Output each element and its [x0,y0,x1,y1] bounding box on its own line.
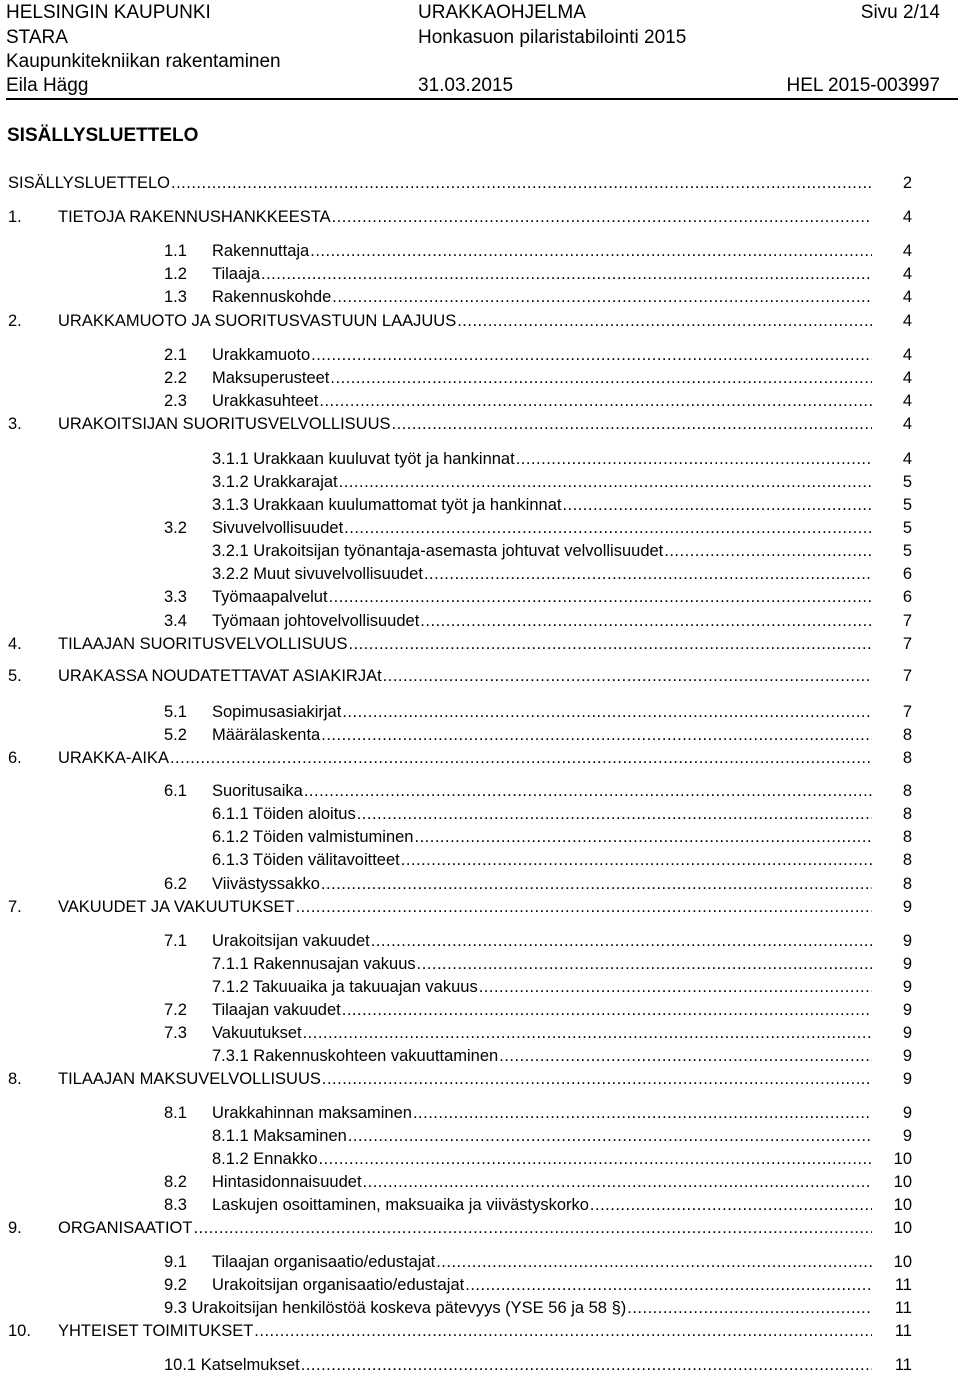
toc-entry-label: URAKOITSIJAN SUORITUSVELVOLLISUUS [58,415,391,433]
toc-entry-number: 9. [8,1219,22,1237]
toc-entry-page: 10 [893,1219,912,1237]
toc-dot-leader [342,999,872,1021]
toc-entry[interactable] [0,1022,912,1044]
toc-entry[interactable] [0,263,912,285]
toc-entry[interactable] [0,1297,912,1319]
toc-entry[interactable] [0,1171,912,1193]
toc-dot-leader [664,540,872,562]
toc-entry-label: 3.2.2 Muut sivuvelvollisuudet [212,565,423,583]
toc-entry-page: 9 [902,1070,912,1088]
toc-dot-leader [465,1274,872,1296]
toc-entry-page: 8 [902,749,912,767]
toc-entry[interactable] [0,1320,912,1342]
toc-entry-number: 6. [8,749,22,767]
toc-dot-leader [329,586,872,608]
toc-entry-number: 8. [8,1070,22,1088]
toc-entry-page: 4 [902,450,912,468]
header-doc-type: URAKKAOHJELMA [418,2,586,23]
toc-dot-leader [339,471,872,493]
toc-dot-leader [296,896,872,918]
toc-entry-page: 5 [902,473,912,491]
toc-entry-page: 6 [902,565,912,583]
toc-entry-title [212,367,872,389]
toc-entry-label: 3.1.2 Urakkarajat [212,473,338,491]
toc-entry-label: Työmaapalvelut [212,588,328,606]
toc-title: SISÄLLYSLUETTELO [7,125,199,146]
toc-entry-page: 7 [902,612,912,630]
toc-entry[interactable] [0,930,912,952]
toc-entry-label: 7.1.1 Rakennusajan vakuus [212,955,416,973]
toc-entry-page: 4 [902,312,912,330]
toc-entry[interactable] [0,310,912,332]
toc-dot-leader [332,206,872,228]
toc-entry[interactable] [0,849,912,871]
toc-dot-leader [319,390,872,412]
toc-entry-label: 6.1.3 Töiden välitavoitteet [212,851,400,869]
toc-entry-title [212,1274,872,1296]
toc-dot-leader [261,263,872,285]
toc-entry-title [212,344,872,366]
header-department: Kaupunkitekniikan rakentaminen [6,51,281,72]
toc-entry-title [212,240,872,262]
toc-entry-title [164,1354,872,1376]
toc-entry[interactable] [0,701,912,723]
toc-entry[interactable] [0,563,912,585]
toc-entry-label: YHTEISET TOIMITUKSET [58,1322,254,1340]
toc-entry-page: 11 [894,1276,912,1294]
toc-entry-page: 9 [902,1047,912,1065]
toc-entry[interactable] [0,540,912,562]
toc-entry-title [58,633,872,655]
toc-entry-title [58,896,872,918]
toc-entry-label: Laskujen osoittaminen, maksuaika ja viivästyskorko [212,1196,589,1214]
toc-entry[interactable] [0,780,912,802]
toc-entry[interactable] [0,240,912,262]
header-unit: STARA [6,27,68,48]
toc-entry-page: 11 [894,1322,912,1340]
toc-dot-leader [342,701,872,723]
toc-entry-label: TILAAJAN SUORITUSVELVOLLISUUS [58,635,348,653]
toc-entry-page: 4 [902,415,912,433]
toc-dot-leader [311,344,872,366]
toc-entry[interactable] [0,1251,912,1273]
toc-entry[interactable] [0,517,912,539]
toc-dot-leader [193,1217,872,1239]
toc-entry-label: 7.3.1 Rakennuskohteen vakuuttaminen [212,1047,499,1065]
toc-entry-title [212,263,872,285]
toc-entry-title [212,873,872,895]
toc-entry[interactable] [0,896,912,918]
toc-entry-page: 9 [902,1104,912,1122]
toc-entry[interactable] [0,610,912,632]
toc-entry-page: 5 [902,496,912,514]
toc-entry-label: Tilaajan vakuudet [212,1001,341,1019]
toc-entry-page: 4 [902,369,912,387]
toc-entry-number: 4. [8,635,22,653]
toc-entry-page: 9 [902,955,912,973]
toc-entry[interactable] [0,999,912,1021]
toc-entry[interactable] [0,803,912,825]
toc-entry-page: 4 [902,208,912,226]
toc-entry-title [212,953,872,975]
toc-dot-leader [499,1045,872,1067]
toc-entry-page: 9 [902,932,912,950]
toc-entry-page: 5 [902,519,912,537]
toc-entry-number: 9.1 [164,1253,187,1271]
toc-entry-label: 8.1.2 Ennakko [212,1150,318,1168]
toc-entry-label: VAKUUDET JA VAKUUTUKSET [58,898,295,916]
toc-dot-leader [516,448,872,470]
toc-entry-title [212,586,872,608]
toc-entry-label: Rakennuttaja [212,242,310,260]
toc-entry-label: TIETOJA RAKENNUSHANKKEESTA [58,208,331,226]
toc-entry-page: 7 [902,635,912,653]
toc-dot-leader [321,873,872,895]
toc-entry-title [212,803,872,825]
toc-entry-page: 10 [893,1150,912,1168]
toc-entry[interactable] [0,1045,912,1067]
toc-entry-label: TILAAJAN MAKSUVELVOLLISUUS [58,1070,321,1088]
toc-dot-leader [357,803,872,825]
toc-entry-label: 3.2.1 Urakoitsijan työnantaja-asemasta johtuvat velvollisuudet [212,542,664,560]
toc-entry-label: Hintasidonnaisuudet [212,1173,362,1191]
toc-dot-leader [171,172,872,194]
toc-entry[interactable] [0,1194,912,1216]
toc-entry-title [212,826,872,848]
header-org: HELSINGIN KAUPUNKI [6,2,211,23]
toc-dot-leader [392,413,872,435]
toc-entry-number: 10. [8,1322,31,1340]
toc-entry-title [58,1068,872,1090]
toc-dot-leader [330,367,872,389]
toc-entry-number: 5. [8,667,22,685]
toc-entry-label: 9.3 Urakoitsijan henkilöstöä koskeva pätevyys (YSE 56 ja 58 §) [164,1299,627,1317]
toc-entry-page: 8 [902,805,912,823]
toc-dot-leader [562,494,872,516]
toc-entry[interactable] [0,976,912,998]
toc-entry[interactable] [0,172,912,194]
toc-entry-label: SISÄLLYSLUETTELO [8,174,171,192]
toc-entry-number: 9.2 [164,1276,187,1294]
toc-entry-number: 1.1 [164,242,187,260]
toc-entry[interactable] [0,344,912,366]
toc-dot-leader [414,826,872,848]
toc-entry-label: Urakkasuhteet [212,392,319,410]
toc-entry-page: 7 [902,667,912,685]
toc-entry-title [212,540,872,562]
toc-entry-title [212,1148,872,1170]
toc-dot-leader [590,1194,872,1216]
toc-dot-leader [321,724,872,746]
toc-entry-label: Määrälaskenta [212,726,321,744]
toc-entry-label: Maksuperusteet [212,369,330,387]
toc-dot-leader [363,1171,872,1193]
toc-entry-title [212,999,872,1021]
toc-entry-number: 2. [8,312,22,330]
toc-entry-label: 10.1 Katselmukset [164,1356,300,1374]
toc-entry-label: 6.1.1 Töiden aloitus [212,805,356,823]
toc-entry[interactable] [0,747,912,769]
toc-entry-title [212,286,872,308]
toc-entry-number: 6.1 [164,782,187,800]
toc-entry-page: 9 [902,1001,912,1019]
toc-entry-page: 10 [893,1173,912,1191]
toc-entry-title [212,701,872,723]
header-date: 31.03.2015 [418,75,514,96]
toc-entry[interactable] [0,471,912,493]
toc-entry-title [212,724,872,746]
toc-entry-number: 5.2 [164,726,187,744]
toc-entry-number: 6.2 [164,875,187,893]
toc-entry-page: 9 [902,978,912,996]
toc-entry[interactable] [0,1354,912,1376]
toc-entry-label: ORGANISAATIOT [58,1219,193,1237]
toc-entry-label: 3.1.3 Urakkaan kuulumattomat työt ja hankinnat [212,496,562,514]
toc-entry-title [212,849,872,871]
toc-entry-page: 9 [902,1127,912,1145]
toc-entry-title [212,1251,872,1273]
toc-dot-leader [401,849,872,871]
toc-dot-leader [310,240,872,262]
toc-dot-leader [322,1068,872,1090]
toc-entry-title [212,1171,872,1193]
toc-entry-number: 3. [8,415,22,433]
toc-entry-label: Tilaajan organisaatio/edustajat [212,1253,436,1271]
toc-entry-page: 9 [902,1024,912,1042]
toc-entry-label: Sopimusasiakirjat [212,703,342,721]
toc-entry-label: 7.1.2 Takuuaika ja takuuajan vakuus [212,978,478,996]
toc-entry[interactable] [0,448,912,470]
toc-dot-leader [420,610,872,632]
toc-entry-label: URAKASSA NOUDATETTAVAT ASIAKIRJAt [58,667,382,685]
toc-entry[interactable] [0,494,912,516]
toc-entry[interactable] [0,633,912,655]
toc-entry[interactable] [0,1125,912,1147]
toc-entry-label: Suoritusaika [212,782,303,800]
toc-entry-page: 4 [902,288,912,306]
toc-dot-leader [348,633,872,655]
toc-entry[interactable] [0,286,912,308]
toc-entry-page: 7 [902,703,912,721]
toc-dot-leader [319,1148,873,1170]
toc-entry-page: 4 [902,392,912,410]
toc-entry-label: Urakoitsijan vakuudet [212,932,370,950]
toc-entry-title [212,563,872,585]
toc-entry-label: Vakuutukset [212,1024,302,1042]
toc-entry-number: 3.4 [164,612,187,630]
header-author: Eila Hägg [6,75,89,96]
toc-entry-title [58,413,872,435]
toc-entry-label: 6.1.2 Töiden valmistuminen [212,828,414,846]
toc-entry-title [58,1217,872,1239]
toc-entry-number: 1.3 [164,288,187,306]
toc-entry[interactable] [0,953,912,975]
toc-entry-title [212,930,872,952]
toc-entry-page: 4 [902,265,912,283]
toc-entry-number: 1. [8,208,22,226]
toc-dot-leader [344,517,872,539]
toc-entry-label: Urakkahinnan maksaminen [212,1104,412,1122]
toc-entry[interactable] [0,724,912,746]
toc-entry[interactable] [0,1068,912,1090]
toc-dot-leader [457,310,872,332]
toc-entry-page: 11 [894,1299,912,1317]
toc-entry-label: Viivästyssakko [212,875,320,893]
toc-dot-leader [332,286,872,308]
toc-entry[interactable] [0,1148,912,1170]
toc-entry-title [212,1102,872,1124]
toc-entry-page: 8 [902,726,912,744]
toc-entry-title [58,665,872,687]
toc-entry-title [164,1297,872,1319]
toc-dot-leader [413,1102,872,1124]
toc-entry-label: 3.1.1 Urakkaan kuuluvat työt ja hankinnat [212,450,515,468]
toc-entry[interactable] [0,665,912,687]
toc-entry-page: 8 [902,828,912,846]
toc-entry-title [212,976,872,998]
toc-entry-number: 8.3 [164,1196,187,1214]
toc-entry-title [212,390,872,412]
toc-entry-title [58,206,872,228]
toc-dot-leader [383,665,872,687]
toc-entry-page: 10 [893,1253,912,1271]
toc-dot-leader [301,1354,872,1376]
toc-entry-page: 8 [902,782,912,800]
toc-entry-number: 3.2 [164,519,187,537]
toc-entry-number: 7.3 [164,1024,187,1042]
toc-entry-label: URAKKAMUOTO JA SUORITUSVASTUUN LAAJUUS [58,312,457,330]
toc-dot-leader [170,747,872,769]
toc-entry-page: 8 [902,851,912,869]
toc-dot-leader [627,1297,872,1319]
toc-entry-title [212,1125,872,1147]
toc-entry-number: 2.1 [164,346,187,364]
toc-entry-title [212,1194,872,1216]
toc-entry-number: 8.2 [164,1173,187,1191]
toc-entry-number: 7. [8,898,22,916]
header-page-number: Sivu 2/14 [860,2,940,23]
toc-dot-leader [424,563,872,585]
toc-entry-title [58,1320,872,1342]
toc-entry-number: 2.2 [164,369,187,387]
toc-entry[interactable] [0,206,912,228]
toc-entry[interactable] [0,586,912,608]
toc-entry[interactable] [0,390,912,412]
toc-entry[interactable] [0,1102,912,1124]
toc-entry-page: 2 [902,174,912,192]
toc-entry[interactable] [0,826,912,848]
toc-entry-number: 2.3 [164,392,187,410]
toc-entry-title [212,1022,872,1044]
toc-entry-label: URAKKA-AIKA [58,749,169,767]
toc-entry-page: 6 [902,588,912,606]
toc-entry-label: Sivuvelvollisuudet [212,519,344,537]
toc-entry-number: 5.1 [164,703,187,721]
toc-dot-leader [417,953,872,975]
toc-entry-number: 1.2 [164,265,187,283]
toc-entry-number: 3.3 [164,588,187,606]
toc-entry-number: 7.1 [164,932,187,950]
toc-entry-title [212,494,872,516]
toc-entry-label: 8.1.1 Maksaminen [212,1127,347,1145]
toc-entry[interactable] [0,873,912,895]
header-project: Honkasuon pilaristabilointi 2015 [418,27,687,48]
toc-entry[interactable] [0,367,912,389]
toc-entry-label: Urakkamuoto [212,346,311,364]
toc-entry[interactable] [0,1217,912,1239]
toc-entry[interactable] [0,1274,912,1296]
toc-entry-title [212,610,872,632]
toc-entry-title [212,448,872,470]
toc-entry-label: Tilaaja [212,265,260,283]
toc-entry-label: Rakennuskohde [212,288,332,306]
toc-entry-page: 8 [902,875,912,893]
toc-dot-leader [348,1125,872,1147]
toc-entry-title [212,1045,872,1067]
toc-dot-leader [436,1251,872,1273]
toc-dot-leader [254,1320,872,1342]
toc-dot-leader [371,930,872,952]
toc-entry-page: 4 [902,346,912,364]
toc-entry-title [58,310,872,332]
toc-entry-number: 8.1 [164,1104,187,1122]
header-reference: HEL 2015-003997 [786,75,940,96]
toc-dot-leader [479,976,872,998]
toc-entry-page: 5 [902,542,912,560]
toc-entry-label: Urakoitsijan organisaatio/edustajat [212,1276,465,1294]
toc-dot-leader [304,780,872,802]
toc-entry-page: 10 [893,1196,912,1214]
toc-entry-title [58,747,872,769]
toc-entry[interactable] [0,413,912,435]
toc-entry-page: 9 [902,898,912,916]
toc-entry-title [212,780,872,802]
toc-entry-page: 11 [894,1356,912,1374]
toc-entry-label: Työmaan johtovelvollisuudet [212,612,420,630]
toc-entry-number: 7.2 [164,1001,187,1019]
toc-entry-title [212,471,872,493]
toc-dot-leader [303,1022,872,1044]
toc-entry-page: 4 [902,242,912,260]
toc-entry-title [212,517,872,539]
toc-entry-title [8,172,872,194]
